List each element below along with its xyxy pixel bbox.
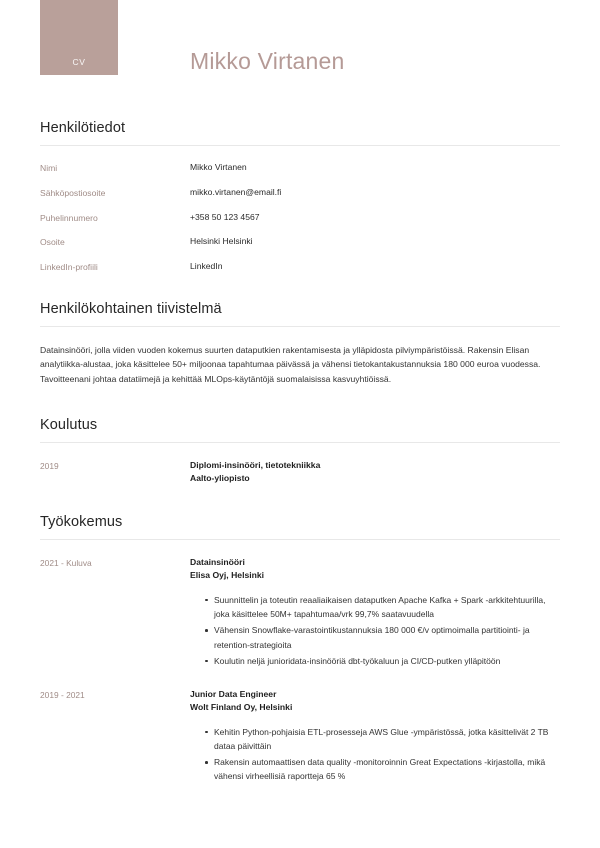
work-entry-body <box>190 556 560 670</box>
info-label-name: Nimi <box>40 163 58 173</box>
info-label-address: Osoite <box>40 237 65 248</box>
work-entry-date: 2019 - 2021 <box>40 690 85 701</box>
info-label-email: Sähköpostiosoite <box>40 187 106 198</box>
work-entry-role: Junior Data Engineer <box>190 689 277 700</box>
info-label-phone: Puhelinnumero <box>40 212 98 223</box>
section-heading-summary: Henkilökohtainen tiivistelmä <box>40 300 222 317</box>
education-entry <box>40 459 560 484</box>
info-value-phone: +358 50 123 4567 <box>190 211 260 222</box>
education-entry-body <box>190 459 560 484</box>
work-entry-bullets <box>190 725 560 784</box>
education-entry-institution: Aalto-yliopisto <box>190 472 250 483</box>
work-entry-company: Wolt Finland Oy, Helsinki <box>190 701 293 712</box>
cv-header <box>0 0 600 96</box>
info-label-linkedin: LinkedIn-profiili <box>40 262 98 273</box>
work-entry-role: Datainsinööri <box>190 557 245 568</box>
info-value-address: Helsinki Helsinki <box>190 236 253 247</box>
work-entry <box>40 556 560 670</box>
education-entry-date: 2019 <box>40 460 59 471</box>
info-row <box>40 236 560 247</box>
info-row <box>40 261 560 272</box>
section-personal-info <box>0 120 600 273</box>
list-item: Rakensin automaattisen data quality -monitoroinnin Great Expectations -kirjastolla, mikä vähensi virheellisiä raportteja 65 % <box>205 755 560 784</box>
list-item: Suunnittelin ja toteutin reaaliaikaisen dataputken Apache Kafka + Spark -arkkitehtuurilla, joka käsittelee 50M+ tapahtumaa/vrk 99,7% saatavuudella <box>205 593 560 622</box>
info-value-email: mikko.virtanen@email.fi <box>190 186 282 197</box>
section-summary <box>0 301 600 387</box>
list-item: Vähensin Snowflake-varastointikustannuksia 180 000 €/v optimoimalla partitiointi- ja retention-strategioita <box>205 623 560 652</box>
info-row <box>40 162 560 173</box>
section-divider <box>40 145 560 146</box>
work-entry-company: Elisa Oyj, Helsinki <box>190 570 265 581</box>
page-title: Mikko Virtanen <box>190 48 345 74</box>
section-heading-education: Koulutus <box>40 416 98 433</box>
section-heading-work-experience: Työkokemus <box>40 514 123 531</box>
section-education <box>0 417 600 484</box>
info-row <box>40 212 560 223</box>
list-item: Koulutin neljä junioridata-insinööriä dbt-työkaluun ja CI/CD-putken ylläpitöön <box>205 654 560 668</box>
info-value-linkedin: LinkedIn <box>190 261 223 272</box>
section-heading-personal-info: Henkilötiedot <box>40 120 126 136</box>
cv-badge <box>40 0 118 75</box>
list-item: Kehitin Python-pohjaisia ETL-prosesseja AWS Glue -ympäristössä, jotka käsittelivät 2 TB dataa päivittäin <box>205 725 560 754</box>
summary-text: Datainsinööri, jolla viiden vuoden kokemus suurten dataputkien rakentamisesta ja ylläpidosta pilviympäristöissä. Rakensin Elisan analytiikka-alustaa, joka käsittelee 50+ miljoonaa tapahtumaa päivässä ja vähensi tietokantakustannuksia 180 000 euroa vuodessa. Tavoitteenani johtaa datatiimejä ja kehittää MLOps-käytäntöjä suomalaisissa kasvuyhtiöissä. <box>40 344 541 385</box>
section-divider <box>40 442 560 443</box>
section-divider <box>40 326 560 327</box>
work-entry <box>40 688 560 786</box>
work-entry-bullets <box>190 593 560 668</box>
cv-badge-label: CV <box>72 57 86 67</box>
work-entry-body <box>190 688 560 786</box>
info-row <box>40 187 560 198</box>
section-divider <box>40 539 560 540</box>
education-entry-degree: Diplomi-insinööri, tietotekniikka <box>190 459 321 470</box>
section-work-experience <box>0 514 600 785</box>
work-entry-date: 2021 - Kuluva <box>40 558 92 569</box>
info-value-name: Mikko Virtanen <box>190 162 247 172</box>
